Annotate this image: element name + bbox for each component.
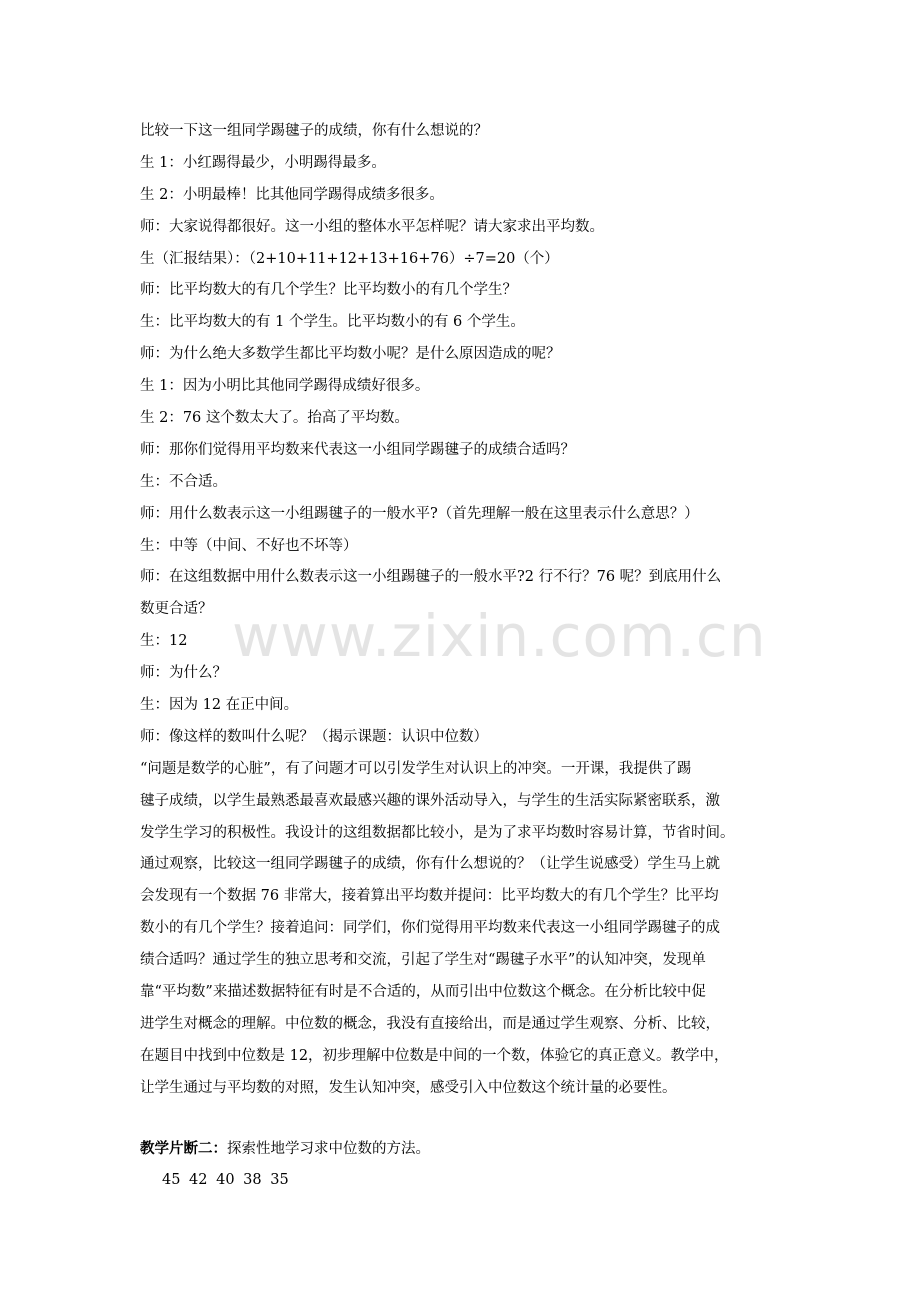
reflection-line: 进学生对概念的理解。中位数的概念，我没有直接给出，而是通过学生观察、分析、比较， <box>140 1015 720 1032</box>
section-label: 教学片断二： <box>140 1139 227 1157</box>
dialogue-line: 生：12 <box>140 633 188 650</box>
dialogue-line: 生（汇报结果）：（2+10+11+12+13+16+76）÷7=20（个） <box>140 250 559 267</box>
reflection-line: 发学生学习的积极性。我设计的这组数据都比较小，是为了求平均数时容易计算，节省时间。 <box>140 824 735 841</box>
reflection-line: 在题目中找到中位数是 12，初步理解中位数是中间的一个数，体验它的真正意义。教学中， <box>140 1047 729 1064</box>
dialogue-line: 生：比平均数大的有 1 个学生。比平均数小的有 6 个学生。 <box>140 314 525 331</box>
reflection-line: 让学生通过与平均数的对照，发生认知冲突，感受引入中位数这个统计量的必要性。 <box>140 1079 677 1096</box>
data-numbers: 45 42 40 38 35 <box>162 1171 289 1188</box>
dialogue-line: 生 2：76 这个数太大了。抬高了平均数。 <box>140 410 409 427</box>
section-gap <box>140 1105 785 1133</box>
reflection-line: 会发现有一个数据 76 非常大，接着算出平均数并提问：比平均数大的有几个学生？比平均 <box>140 888 719 905</box>
dialogue-line: 师：那你们觉得用平均数来代表这一小组同学踢毽子的成绩合适吗？ <box>140 441 575 458</box>
section-title: 探索性地学习求中位数的方法。 <box>227 1140 430 1157</box>
reflection-line: 数小的有几个学生？接着追问：同学们，你们觉得用平均数来代表这一小组同学踢毽子的成 <box>140 920 720 937</box>
dialogue-line: 师：为什么绝大多数学生都比平均数小呢？是什么原因造成的呢？ <box>140 346 561 363</box>
dialogue-line: 师：大家说得都很好。这一小组的整体水平怎样呢？请大家求出平均数。 <box>140 218 604 235</box>
dialogue-line: 师：比平均数大的有几个学生？比平均数小的有几个学生？ <box>140 282 517 299</box>
document-page <box>140 116 785 1196</box>
dialogue-line: 生：因为 12 在正中间。 <box>140 697 299 714</box>
dialogue-line: 生：不合适。 <box>140 473 227 490</box>
watermark: www.zixin.com.cn <box>232 602 767 670</box>
dialogue-line: 师：像这样的数叫什么呢？（揭示课题：认识中位数） <box>140 728 488 745</box>
reflection-paragraph <box>140 754 785 1105</box>
dialogue-line: 师：用什么数表示这一小组踢毽子的一般水平?（首先理解一般在这里表示什么意思？） <box>140 505 699 522</box>
dialogue-line: 比较一下这一组同学踢毽子的成绩，你有什么想说的？ <box>140 123 488 139</box>
reflection-line: 通过观察，比较这一组同学踢毽子的成绩，你有什么想说的？（让学生说感受）学生马上就 <box>140 856 720 873</box>
reflection-line: 绩合适吗？通过学生的独立思考和交流，引起了学生对“踢毽子水平”的认知冲突，发现单 <box>140 952 706 969</box>
dialogue-line: 数更合适？ <box>140 601 213 618</box>
reflection-line: 毽子成绩，以学生最熟悉最喜欢最感兴趣的课外活动导入，与学生的生活实际紧密联系，激 <box>140 792 720 809</box>
section-heading <box>140 1133 785 1165</box>
dialogue-line: 师：在这组数据中用什么数表示这一小组踢毽子的一般水平?2 行不行？76 呢？到底用什么 <box>140 569 722 586</box>
dialogue-line: 生 1：因为小明比其他同学踢得成绩好很多。 <box>140 378 430 395</box>
dialogue-line: 师：为什么？ <box>140 665 227 682</box>
reflection-line: “问题是数学的心脏”，有了问题才可以引发学生对认识上的冲突。一开课，我提供了踢 <box>140 760 692 777</box>
dialogue-line: 生：中等（中间、不好也不坏等） <box>140 537 358 554</box>
reflection-line: 靠“平均数”来描述数据特征有时是不合适的，从而引出中位数这个概念。在分析比较中促 <box>140 984 706 1001</box>
dialogue-line: 生 1：小红踢得最少，小明踢得最多。 <box>140 154 386 171</box>
dialogue-block <box>140 116 785 754</box>
dialogue-line: 生 2：小明最棒！比其他同学踢得成绩多很多。 <box>140 186 444 203</box>
